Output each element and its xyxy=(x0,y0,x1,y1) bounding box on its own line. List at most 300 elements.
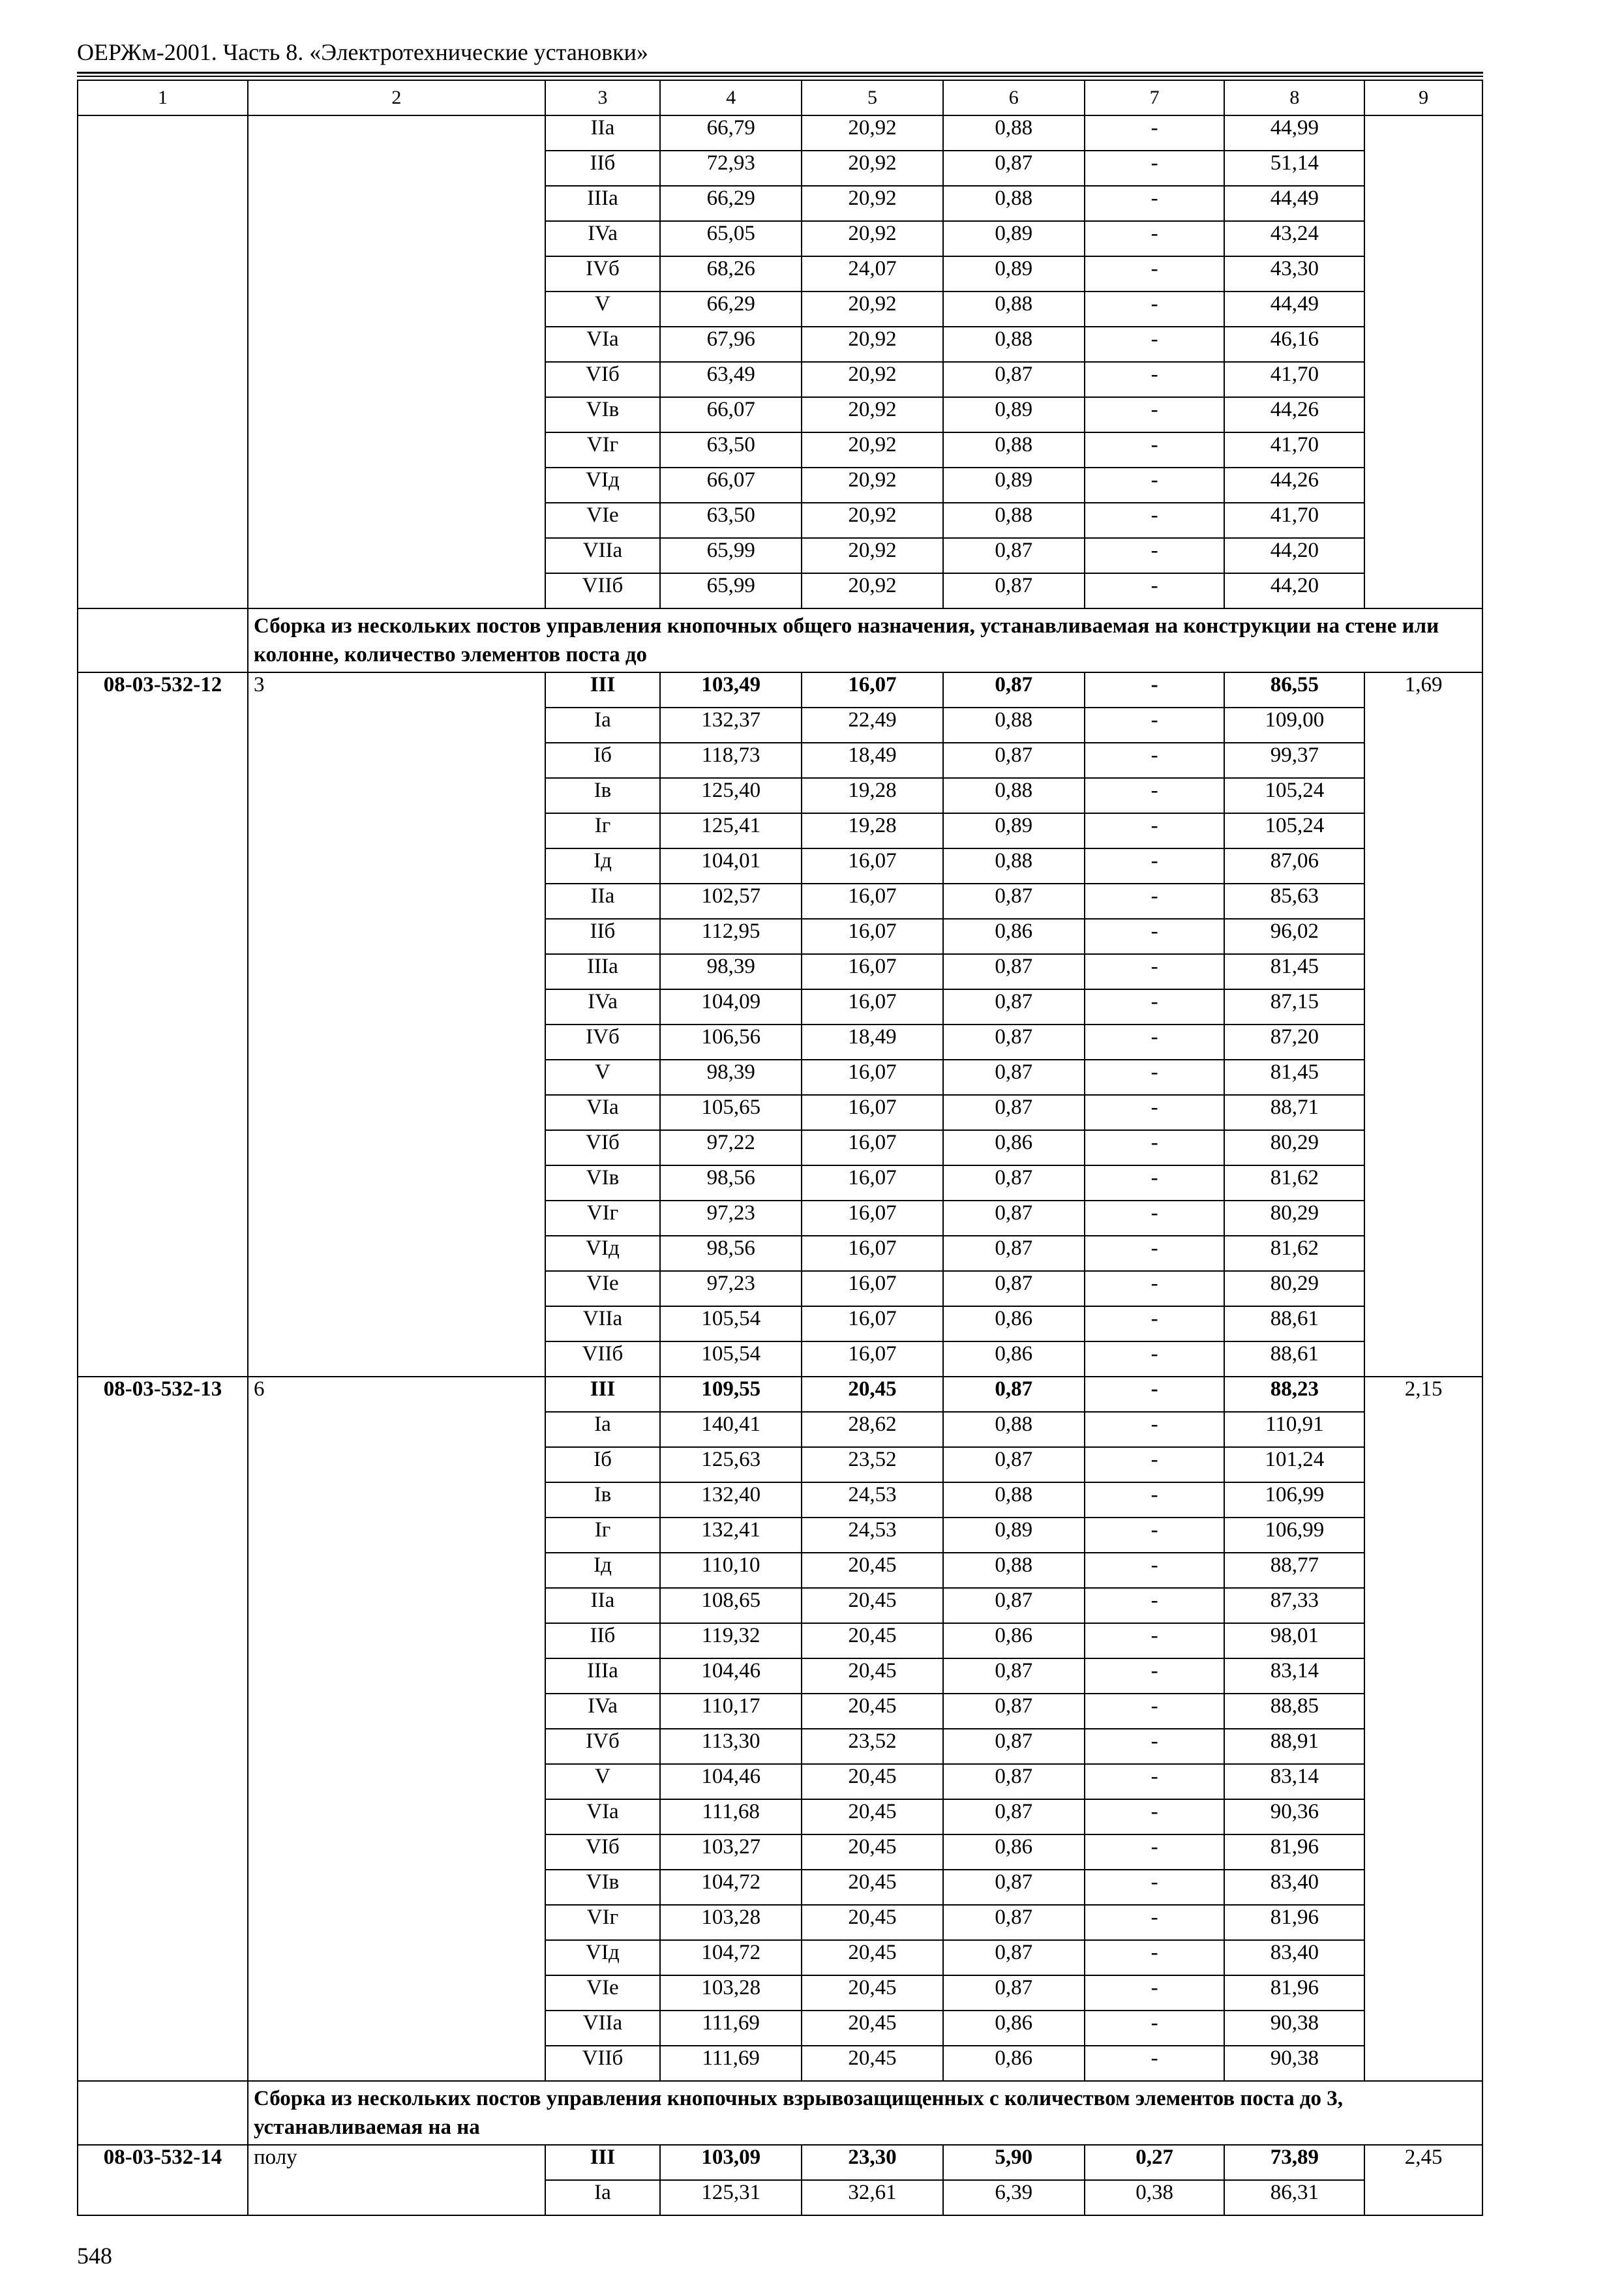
value-cell: 98,56 xyxy=(660,1236,802,1271)
value-cell: 0,88 xyxy=(943,503,1085,538)
value-cell: 20,92 xyxy=(802,397,943,432)
zone-cell: III xyxy=(545,1377,661,1412)
value-cell: 81,45 xyxy=(1224,1060,1364,1095)
section-title: Сборка из нескольких постов управления кнопочных взрывозащищенных с количеством элементов поста до 3, устанавливаемая на на xyxy=(248,2081,1482,2145)
column-number: 1 xyxy=(78,80,248,115)
value-cell: 106,56 xyxy=(660,1025,802,1060)
value-cell: - xyxy=(1085,1623,1225,1658)
value-cell: 63,50 xyxy=(660,503,802,538)
value-cell: 43,30 xyxy=(1224,256,1364,292)
value-cell: 20,45 xyxy=(802,1764,943,1799)
value-cell: 20,92 xyxy=(802,538,943,573)
value-cell: 88,61 xyxy=(1224,1306,1364,1341)
value-cell: - xyxy=(1085,1271,1225,1306)
value-cell: 0,87 xyxy=(943,1905,1085,1940)
value-cell: 0,88 xyxy=(943,1482,1085,1518)
column-number: 2 xyxy=(248,80,545,115)
value-cell: 46,16 xyxy=(1224,327,1364,362)
value-cell: - xyxy=(1085,186,1225,221)
value-cell: 80,29 xyxy=(1224,1201,1364,1236)
value-cell: - xyxy=(1085,1130,1225,1165)
column-number-row xyxy=(78,80,1482,115)
zone-cell: III xyxy=(545,2145,661,2180)
value-cell: 16,07 xyxy=(802,954,943,989)
value-cell: 81,62 xyxy=(1224,1236,1364,1271)
value-cell: 0,88 xyxy=(943,327,1085,362)
value-cell: 28,62 xyxy=(802,1412,943,1447)
zone-cell: IVa xyxy=(545,1694,661,1729)
zone-cell: VIв xyxy=(545,1870,661,1905)
value-cell: 0,87 xyxy=(943,672,1085,708)
value-cell: 0,87 xyxy=(943,1447,1085,1482)
value-cell: - xyxy=(1085,848,1225,884)
value-cell: 19,28 xyxy=(802,778,943,813)
value-cell: - xyxy=(1085,1025,1225,1060)
value-cell: - xyxy=(1085,1412,1225,1447)
value-cell: 20,45 xyxy=(802,1975,943,2011)
value-cell: 0,86 xyxy=(943,919,1085,954)
value-cell: 16,07 xyxy=(802,884,943,919)
value-cell: 23,52 xyxy=(802,1447,943,1482)
zone-cell: VIд xyxy=(545,1940,661,1975)
zone-cell: Ia xyxy=(545,708,661,743)
value-cell: 0,87 xyxy=(943,538,1085,573)
value-cell: 16,07 xyxy=(802,989,943,1025)
value-cell: - xyxy=(1085,672,1225,708)
value-cell: 16,07 xyxy=(802,1236,943,1271)
value-cell: 0,89 xyxy=(943,221,1085,256)
value-cell: 20,45 xyxy=(802,1905,943,1940)
value-cell: 104,09 xyxy=(660,989,802,1025)
value-cell: 0,89 xyxy=(943,813,1085,848)
value-cell: 0,89 xyxy=(943,1518,1085,1553)
value-cell: - xyxy=(1085,2046,1225,2081)
value-cell: 66,07 xyxy=(660,468,802,503)
column-number: 8 xyxy=(1224,80,1364,115)
value-cell: 88,71 xyxy=(1224,1095,1364,1130)
value-cell: 81,96 xyxy=(1224,1905,1364,1940)
value-cell: 81,96 xyxy=(1224,1834,1364,1870)
value-cell: - xyxy=(1085,256,1225,292)
value-cell: - xyxy=(1085,1694,1225,1729)
value-cell: 88,85 xyxy=(1224,1694,1364,1729)
value-cell: 98,39 xyxy=(660,954,802,989)
section-header-row xyxy=(78,608,1482,672)
table-row xyxy=(78,672,1482,708)
value-cell: 20,45 xyxy=(802,1834,943,1870)
value-cell: 24,53 xyxy=(802,1518,943,1553)
zone-cell: Iд xyxy=(545,848,661,884)
zone-cell: IIб xyxy=(545,1623,661,1658)
table-row xyxy=(78,1377,1482,1412)
value-cell: 20,92 xyxy=(802,292,943,327)
value-cell: 103,28 xyxy=(660,1975,802,2011)
value-cell: 140,41 xyxy=(660,1412,802,1447)
value-cell: 20,45 xyxy=(802,1694,943,1729)
value-cell: - xyxy=(1085,292,1225,327)
value-cell: 97,22 xyxy=(660,1130,802,1165)
value-cell: 99,37 xyxy=(1224,743,1364,778)
value-cell: 88,23 xyxy=(1224,1377,1364,1412)
value-cell: 101,24 xyxy=(1224,1447,1364,1482)
value-cell: 105,24 xyxy=(1224,813,1364,848)
zone-cell: IIIa xyxy=(545,186,661,221)
value-cell: 110,91 xyxy=(1224,1412,1364,1447)
value-cell: - xyxy=(1085,1341,1225,1377)
rate-code xyxy=(78,115,248,608)
column-number: 9 xyxy=(1364,80,1482,115)
value-cell: 65,99 xyxy=(660,538,802,573)
zone-cell: V xyxy=(545,292,661,327)
value-cell: 20,45 xyxy=(802,1623,943,1658)
value-cell: 0,87 xyxy=(943,1729,1085,1764)
value-cell: 0,87 xyxy=(943,1271,1085,1306)
zone-cell: Iд xyxy=(545,1553,661,1588)
zone-cell: IVa xyxy=(545,221,661,256)
value-cell: 0,87 xyxy=(943,1236,1085,1271)
zone-cell: IIб xyxy=(545,919,661,954)
value-cell: 63,49 xyxy=(660,362,802,397)
value-cell: 0,87 xyxy=(943,1694,1085,1729)
value-cell: 106,99 xyxy=(1224,1482,1364,1518)
value-cell: 72,93 xyxy=(660,151,802,186)
zone-cell: VIIб xyxy=(545,1341,661,1377)
value-cell: 0,88 xyxy=(943,115,1085,151)
zone-cell: Iг xyxy=(545,1518,661,1553)
value-cell: 65,05 xyxy=(660,221,802,256)
material-cost xyxy=(1364,115,1482,608)
material-cost: 2,45 xyxy=(1364,2145,1482,2215)
value-cell: - xyxy=(1085,813,1225,848)
value-cell: - xyxy=(1085,221,1225,256)
value-cell: 0,87 xyxy=(943,1870,1085,1905)
value-cell: - xyxy=(1085,2011,1225,2046)
value-cell: 0,87 xyxy=(943,1201,1085,1236)
value-cell: 0,88 xyxy=(943,292,1085,327)
value-cell: 83,14 xyxy=(1224,1658,1364,1694)
value-cell: - xyxy=(1085,778,1225,813)
value-cell: 20,45 xyxy=(802,1658,943,1694)
value-cell: 0,89 xyxy=(943,397,1085,432)
value-cell: 0,86 xyxy=(943,1834,1085,1870)
value-cell: 88,77 xyxy=(1224,1553,1364,1588)
value-cell: 0,87 xyxy=(943,743,1085,778)
section-title: Сборка из нескольких постов управления кнопочных общего назначения, устанавливаемая на конструкции на стене или колонне, количество элементов поста до xyxy=(248,608,1482,672)
value-cell: 16,07 xyxy=(802,1165,943,1201)
value-cell: 132,41 xyxy=(660,1518,802,1553)
zone-cell: V xyxy=(545,1060,661,1095)
value-cell: 81,96 xyxy=(1224,1975,1364,2011)
value-cell: - xyxy=(1085,573,1225,608)
value-cell: - xyxy=(1085,397,1225,432)
value-cell: 104,72 xyxy=(660,1870,802,1905)
value-cell: 20,45 xyxy=(802,1870,943,1905)
value-cell: 0,88 xyxy=(943,432,1085,468)
value-cell: 6,39 xyxy=(943,2180,1085,2215)
value-cell: 98,39 xyxy=(660,1060,802,1095)
value-cell: 0,88 xyxy=(943,778,1085,813)
page-header: ОЕРЖм-2001. Часть 8. «Электротехнические установки» xyxy=(77,39,648,65)
value-cell: - xyxy=(1085,538,1225,573)
value-cell: 23,52 xyxy=(802,1729,943,1764)
value-cell: 0,88 xyxy=(943,848,1085,884)
value-cell: 111,69 xyxy=(660,2011,802,2046)
value-cell: - xyxy=(1085,708,1225,743)
value-cell: - xyxy=(1085,503,1225,538)
value-cell: 16,07 xyxy=(802,1271,943,1306)
value-cell: 16,07 xyxy=(802,1130,943,1165)
value-cell: 0,87 xyxy=(943,1799,1085,1834)
value-cell: 0,87 xyxy=(943,1764,1085,1799)
value-cell: - xyxy=(1085,1377,1225,1412)
value-cell: 0,86 xyxy=(943,1306,1085,1341)
zone-cell: IIa xyxy=(545,115,661,151)
rate-code: 08-03-532-14 xyxy=(78,2145,248,2215)
value-cell: 80,29 xyxy=(1224,1271,1364,1306)
column-number: 7 xyxy=(1085,80,1225,115)
zone-cell: VIIa xyxy=(545,2011,661,2046)
zone-cell: IIIa xyxy=(545,954,661,989)
value-cell: 63,50 xyxy=(660,432,802,468)
value-cell: - xyxy=(1085,362,1225,397)
value-cell: 43,24 xyxy=(1224,221,1364,256)
value-cell: 20,45 xyxy=(802,1588,943,1623)
value-cell: 85,63 xyxy=(1224,884,1364,919)
value-cell: 90,38 xyxy=(1224,2046,1364,2081)
zone-cell: III xyxy=(545,672,661,708)
value-cell: 0,87 xyxy=(943,573,1085,608)
value-cell: 20,92 xyxy=(802,327,943,362)
rate-spec xyxy=(248,115,545,608)
value-cell: 16,07 xyxy=(802,672,943,708)
value-cell: 66,79 xyxy=(660,115,802,151)
value-cell: 104,46 xyxy=(660,1658,802,1694)
zone-cell: VIIб xyxy=(545,573,661,608)
value-cell: 20,92 xyxy=(802,573,943,608)
value-cell: 87,20 xyxy=(1224,1025,1364,1060)
zone-cell: VIe xyxy=(545,1271,661,1306)
value-cell: 125,41 xyxy=(660,813,802,848)
value-cell: 125,31 xyxy=(660,2180,802,2215)
header-rule xyxy=(77,72,1483,74)
value-cell: - xyxy=(1085,1834,1225,1870)
value-cell: 0,87 xyxy=(943,1165,1085,1201)
value-cell: 108,65 xyxy=(660,1588,802,1623)
material-cost: 2,15 xyxy=(1364,1377,1482,2081)
value-cell: 80,29 xyxy=(1224,1130,1364,1165)
value-cell: 0,87 xyxy=(943,362,1085,397)
zone-cell: VIa xyxy=(545,327,661,362)
value-cell: 83,14 xyxy=(1224,1764,1364,1799)
value-cell: - xyxy=(1085,1095,1225,1130)
value-cell: - xyxy=(1085,115,1225,151)
value-cell: - xyxy=(1085,1905,1225,1940)
value-cell: 0,87 xyxy=(943,1060,1085,1095)
value-cell: 109,55 xyxy=(660,1377,802,1412)
value-cell: 0,87 xyxy=(943,1658,1085,1694)
value-cell: 44,49 xyxy=(1224,186,1364,221)
rate-code: 08-03-532-12 xyxy=(78,672,248,1377)
zone-cell: VIa xyxy=(545,1095,661,1130)
value-cell: 97,23 xyxy=(660,1201,802,1236)
value-cell: 0,86 xyxy=(943,2046,1085,2081)
value-cell: 87,06 xyxy=(1224,848,1364,884)
value-cell: 87,15 xyxy=(1224,989,1364,1025)
price-table xyxy=(77,80,1483,2216)
value-cell: - xyxy=(1085,884,1225,919)
zone-cell: Iб xyxy=(545,1447,661,1482)
value-cell: 102,57 xyxy=(660,884,802,919)
value-cell: 66,07 xyxy=(660,397,802,432)
zone-cell: V xyxy=(545,1764,661,1799)
value-cell: - xyxy=(1085,1764,1225,1799)
value-cell: 16,07 xyxy=(802,1306,943,1341)
zone-cell: VIг xyxy=(545,1905,661,1940)
header-rule xyxy=(77,76,1483,77)
value-cell: 20,92 xyxy=(802,432,943,468)
rate-spec: 6 xyxy=(248,1377,545,2081)
value-cell: - xyxy=(1085,432,1225,468)
value-cell: 119,32 xyxy=(660,1623,802,1658)
value-cell: 103,09 xyxy=(660,2145,802,2180)
value-cell: 44,49 xyxy=(1224,292,1364,327)
section-header-row xyxy=(78,2081,1482,2145)
value-cell: 20,92 xyxy=(802,503,943,538)
value-cell: 103,49 xyxy=(660,672,802,708)
value-cell: 105,54 xyxy=(660,1306,802,1341)
zone-cell: Iг xyxy=(545,813,661,848)
value-cell: 44,99 xyxy=(1224,115,1364,151)
value-cell: 103,28 xyxy=(660,1905,802,1940)
zone-cell: Ia xyxy=(545,1412,661,1447)
value-cell: 90,36 xyxy=(1224,1799,1364,1834)
value-cell: 83,40 xyxy=(1224,1940,1364,1975)
value-cell: 5,90 xyxy=(943,2145,1085,2180)
value-cell: 0,87 xyxy=(943,151,1085,186)
material-cost: 1,69 xyxy=(1364,672,1482,1377)
value-cell: 0,88 xyxy=(943,708,1085,743)
value-cell: 16,07 xyxy=(802,1060,943,1095)
value-cell: 44,20 xyxy=(1224,538,1364,573)
value-cell: 110,17 xyxy=(660,1694,802,1729)
value-cell: 0,87 xyxy=(943,1377,1085,1412)
value-cell: 104,72 xyxy=(660,1940,802,1975)
zone-cell: VIa xyxy=(545,1799,661,1834)
value-cell: 103,27 xyxy=(660,1834,802,1870)
zone-cell: IVб xyxy=(545,1025,661,1060)
value-cell: 83,40 xyxy=(1224,1870,1364,1905)
value-cell: 109,00 xyxy=(1224,708,1364,743)
value-cell: - xyxy=(1085,989,1225,1025)
value-cell: - xyxy=(1085,1975,1225,2011)
value-cell: 105,24 xyxy=(1224,778,1364,813)
value-cell: 0,87 xyxy=(943,884,1085,919)
value-cell: 97,23 xyxy=(660,1271,802,1306)
value-cell: 20,92 xyxy=(802,115,943,151)
zone-cell: VIб xyxy=(545,1130,661,1165)
value-cell: 86,55 xyxy=(1224,672,1364,708)
value-cell: - xyxy=(1085,1060,1225,1095)
value-cell: 20,45 xyxy=(802,2046,943,2081)
value-cell: 111,69 xyxy=(660,2046,802,2081)
value-cell: 20,45 xyxy=(802,1377,943,1412)
zone-cell: VIв xyxy=(545,397,661,432)
value-cell: 73,89 xyxy=(1224,2145,1364,2180)
value-cell: - xyxy=(1085,1306,1225,1341)
value-cell: - xyxy=(1085,151,1225,186)
value-cell: 20,92 xyxy=(802,221,943,256)
value-cell: 65,99 xyxy=(660,573,802,608)
table-row xyxy=(78,2145,1482,2180)
value-cell: 44,26 xyxy=(1224,397,1364,432)
value-cell: - xyxy=(1085,954,1225,989)
zone-cell: VIг xyxy=(545,432,661,468)
zone-cell: VIe xyxy=(545,1975,661,2011)
value-cell: 20,92 xyxy=(802,151,943,186)
value-cell: 20,45 xyxy=(802,2011,943,2046)
value-cell: 0,88 xyxy=(943,1553,1085,1588)
value-cell: 132,37 xyxy=(660,708,802,743)
value-cell: 0,86 xyxy=(943,2011,1085,2046)
value-cell: 20,92 xyxy=(802,362,943,397)
value-cell: - xyxy=(1085,1940,1225,1975)
zone-cell: VIб xyxy=(545,1834,661,1870)
value-cell: 96,02 xyxy=(1224,919,1364,954)
value-cell: 104,01 xyxy=(660,848,802,884)
value-cell: 0,87 xyxy=(943,1588,1085,1623)
zone-cell: VIIб xyxy=(545,2046,661,2081)
value-cell: 51,14 xyxy=(1224,151,1364,186)
value-cell: 0,27 xyxy=(1085,2145,1225,2180)
column-number: 3 xyxy=(545,80,661,115)
value-cell: 0,87 xyxy=(943,954,1085,989)
value-cell: - xyxy=(1085,919,1225,954)
value-cell: 18,49 xyxy=(802,743,943,778)
zone-cell: IIa xyxy=(545,1588,661,1623)
value-cell: 44,26 xyxy=(1224,468,1364,503)
value-cell: 112,95 xyxy=(660,919,802,954)
column-number: 5 xyxy=(802,80,943,115)
value-cell: 22,49 xyxy=(802,708,943,743)
value-cell: 0,86 xyxy=(943,1130,1085,1165)
value-cell: 20,45 xyxy=(802,1940,943,1975)
value-cell: - xyxy=(1085,1870,1225,1905)
value-cell: 68,26 xyxy=(660,256,802,292)
section-empty-cell xyxy=(78,2081,248,2145)
value-cell: 32,61 xyxy=(802,2180,943,2215)
zone-cell: VIe xyxy=(545,503,661,538)
value-cell: 0,38 xyxy=(1085,2180,1225,2215)
rate-code: 08-03-532-13 xyxy=(78,1377,248,2081)
value-cell: 19,28 xyxy=(802,813,943,848)
value-cell: 20,92 xyxy=(802,468,943,503)
value-cell: - xyxy=(1085,1201,1225,1236)
value-cell: - xyxy=(1085,468,1225,503)
column-number: 4 xyxy=(660,80,802,115)
value-cell: 20,45 xyxy=(802,1553,943,1588)
value-cell: - xyxy=(1085,327,1225,362)
zone-cell: VIг xyxy=(545,1201,661,1236)
value-cell: 24,07 xyxy=(802,256,943,292)
value-cell: 41,70 xyxy=(1224,503,1364,538)
value-cell: 125,63 xyxy=(660,1447,802,1482)
section-empty-cell xyxy=(78,608,248,672)
zone-cell: Iв xyxy=(545,778,661,813)
value-cell: 110,10 xyxy=(660,1553,802,1588)
value-cell: 105,54 xyxy=(660,1341,802,1377)
value-cell: 0,87 xyxy=(943,1975,1085,2011)
value-cell: 18,49 xyxy=(802,1025,943,1060)
